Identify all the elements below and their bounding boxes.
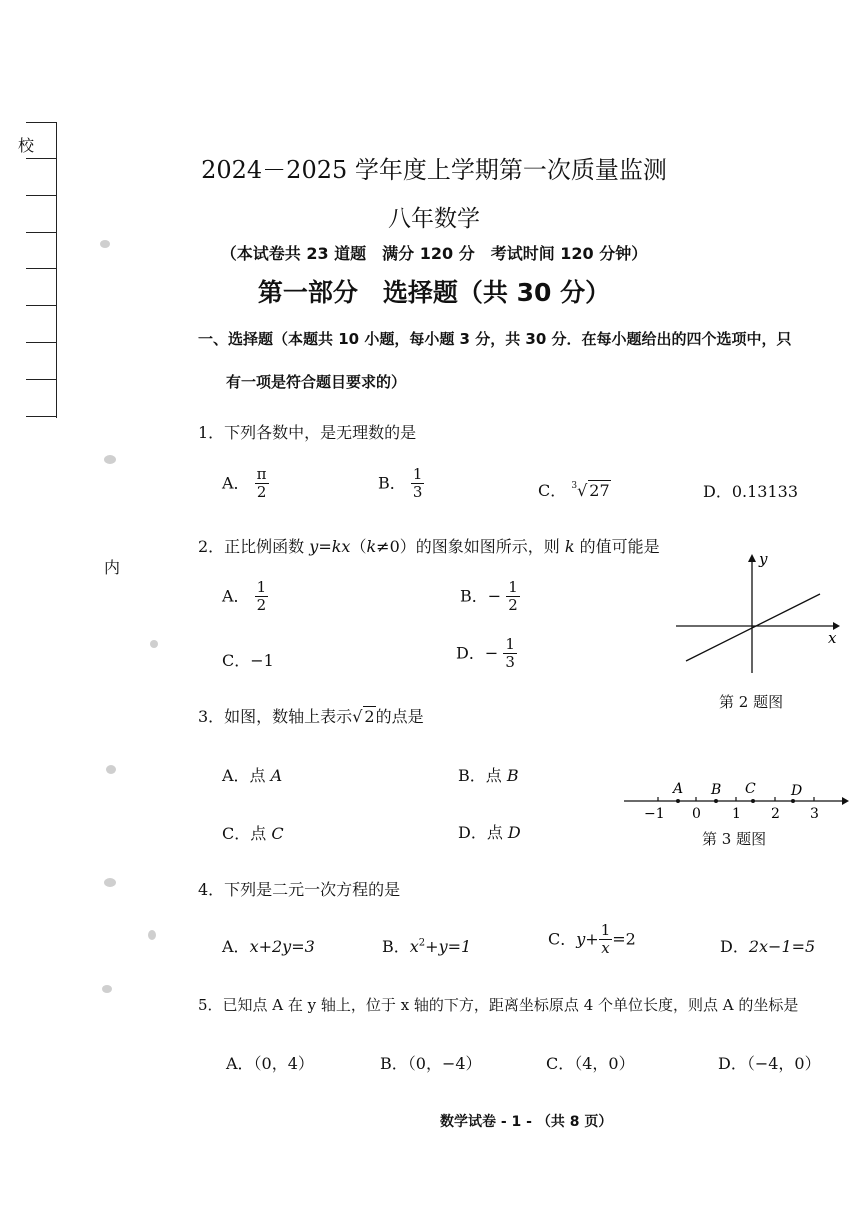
number-line-arrow [842,797,849,805]
stem-variable: k [564,537,575,556]
root-index: 3 [571,480,578,491]
stem-text: 2．正比例函数 [198,537,310,556]
denominator: 2 [256,483,267,502]
point-b-dot [714,799,718,803]
question-3-stem [198,704,424,727]
q2-figure-caption: 第 2 题图 [719,693,784,711]
stem-variable: k [366,537,377,556]
stem-text: 3．如图，数轴上表示 [198,707,353,726]
option-letter: B． [378,473,406,493]
page-footer: 数学试卷 - 1 - （共 8 页） [440,1114,613,1130]
point-name: A [270,766,283,785]
denominator: 3 [412,483,423,502]
q3-option-d[interactable] [458,820,521,843]
exam-subject: 八年数学 [388,206,480,232]
fraction [411,466,425,502]
tick-label: 2 [771,806,780,822]
q4-option-d[interactable] [720,934,815,957]
point-d-label: D [791,783,803,799]
option-letter: C． [538,481,567,500]
tick-label: 0 [692,806,701,822]
inner-label: 内 [104,558,121,577]
stem-equation: y=kx [309,537,351,556]
equation: x+2y=3 [249,937,315,956]
point-c-label: C [745,781,756,797]
exam-info: （本试卷共 23 道题 满分 120 分 考试时间 120 分钟） [220,244,648,263]
point-name: B [506,766,519,785]
option-letter: A． [222,586,250,606]
fraction [599,922,613,958]
radicand: 27 [589,481,610,500]
point-b-label: B [711,782,722,798]
binding-line [26,268,56,269]
fraction [506,579,520,615]
q5-option-c[interactable]: C．（4，0） [546,1054,635,1073]
q2-option-b[interactable] [460,579,520,615]
numerator: π [256,465,267,483]
minus-sign: − [484,643,499,663]
point-d-dot [791,799,795,803]
denominator: 2 [508,596,518,615]
q2-option-a[interactable] [222,579,268,615]
equation: =2 [612,929,636,949]
binding-line [26,379,56,380]
point-a-dot [676,799,680,803]
q3-option-b[interactable] [458,763,519,786]
option-letter: D． [456,643,485,663]
question-2-stem [198,534,660,557]
question-5-stem: 5．已知点 A 在 y 轴上，位于 x 轴的下方，距离坐标原点 4 个单位长度，则点 A 的坐标是 [198,996,799,1014]
option-letter: A． [222,937,250,956]
numerator: 1 [600,921,611,939]
y-axis-arrow [748,554,756,562]
q5-option-a[interactable]: A．（0，4） [226,1054,314,1073]
option-letter: C． [548,929,577,949]
binding-line [26,342,56,343]
y-axis-label: y [759,550,768,568]
binding-line [26,122,56,123]
equation: +y=1 [425,937,472,956]
point-a-label: A [673,781,684,797]
binding-line [26,416,56,417]
q1-option-d[interactable]: D．0.13133 [703,482,798,501]
denominator: 2 [256,596,267,615]
option-text: D．点 [458,823,508,842]
exam-title: 2024－2025 学年度上学期第一次质量监测 [201,156,667,184]
square-root: √ 2 [352,707,375,726]
question-1-stem: 1．下列各数中，是无理数的是 [198,423,417,442]
q2-option-d[interactable] [456,636,517,672]
radicand: 2 [364,707,375,726]
q3-option-a[interactable] [222,763,282,786]
stem-text: 的值可能是 [574,537,660,556]
denominator: x [601,939,610,958]
q3-figure-number-line [620,778,856,826]
option-letter: B． [460,586,488,606]
numerator: 1 [256,578,267,596]
equation: y+ [576,929,599,949]
equation: 2x−1=5 [748,937,816,956]
q5-option-b[interactable]: B．（0，−4） [380,1054,482,1073]
exponent: 2 [418,937,426,949]
numerator: 1 [505,635,515,653]
part-heading: 第一部分 选择题（共 30 分） [257,278,611,307]
point-name: D [507,823,521,842]
stem-text: ≠0）的图象如图所示，则 [376,537,565,556]
tick-label: −1 [644,806,665,822]
option-letter: A． [222,473,250,493]
q2-figure-graph [668,548,848,678]
section-instructions-line2: 有一项是符合题目要求的） [226,373,407,391]
option-letter: B． [382,937,410,956]
minus-sign: − [487,586,502,606]
denominator: 3 [505,653,515,672]
numerator: 1 [412,465,423,483]
stem-text: 的点是 [375,707,424,726]
numerator: 1 [508,578,518,596]
option-text: B．点 [458,766,507,785]
q4-option-b[interactable] [382,934,471,957]
q4-option-c[interactable] [548,922,636,958]
fraction [503,636,517,672]
section-instructions-line1: 一、选择题（本题共 10 小题，每小题 3 分，共 30 分．在每小题给出的四个选项中，只 [198,330,792,348]
q1-option-a[interactable] [222,466,269,502]
q5-option-d[interactable]: D．（−4，0） [718,1054,821,1073]
x-axis-label: x [828,629,837,647]
q1-option-b[interactable] [378,466,424,502]
q2-option-c[interactable]: C．−1 [222,651,274,670]
question-4-stem: 4．下列是二元一次方程的是 [198,880,401,899]
binding-line [26,195,56,196]
option-letter: D． [720,937,749,956]
school-label: 校 [18,136,35,155]
q3-figure-caption: 第 3 题图 [702,830,767,848]
fraction [255,466,269,502]
q3-option-c[interactable] [222,821,284,844]
q1-option-c[interactable] [538,478,611,501]
tick-label: 3 [810,806,819,822]
option-text: A．点 [222,766,271,785]
stem-text: （ [350,537,367,556]
fraction [255,579,269,615]
option-text: C．点 [222,824,272,843]
q4-option-a[interactable] [222,934,315,957]
cube-root: $^3$√ 27 [571,480,610,500]
equation: x [409,937,419,956]
point-c-dot [751,799,755,803]
point-name: C [271,824,284,843]
function-line [686,594,820,661]
tick-label: 1 [732,806,741,822]
